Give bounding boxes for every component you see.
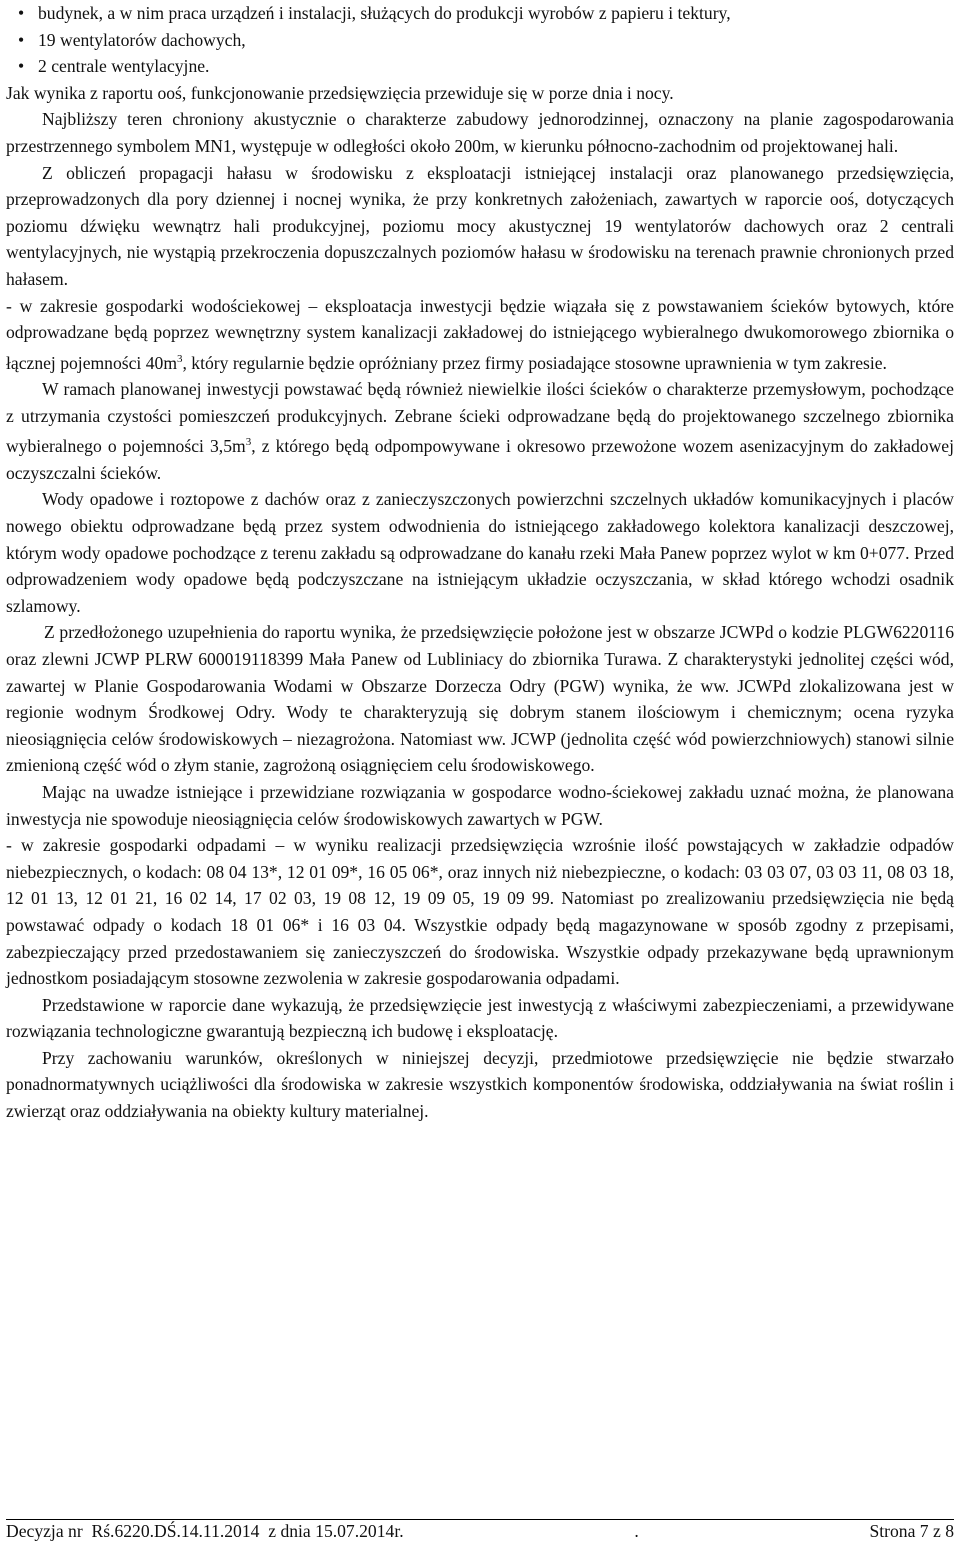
paragraph-conclusion: Przy zachowaniu warunków, określonych w niniejszej decyzji, przedmiotowe przedsięwzięcie nie będzie stwarzało ponadnormatywnych uciążliwości dla środowiska w zakresie wszystkich komponentów środowiska, oddziaływania na świat roślin i zwierząt oraz oddziaływania na obiekty kultury materialnej. [6, 1047, 954, 1122]
water-text-a: - w zakresie gospodarki wodościekowej – eksploatacja inwestycji będzie wiązała się z powstawaniem ścieków bytowych, które odprowadzane będą poprzez wewnętrzny system kanalizacji zakładowej do istniejącego wybieralnego dwukomorowego zbiornika o łącznej pojemności 40m [6, 295, 954, 373]
footer-separator: . [634, 1521, 639, 1541]
paragraph-noise-area: Najbliższy teren chroniony akustycznie o charakterze zabudowy jednorodzinnej, oznaczony na planie zagospodarowania przestrzennego symbolem MN1, występuje w odległości około 200m, w kierunku północno-zachodnim od projektowanej hali. [6, 109, 954, 156]
water-text-b: , który regularnie będzie opróżniany przez firmy posiadające stosowne uprawnienia w tym zakresie. [182, 352, 887, 373]
bullet-list [6, 0, 954, 80]
paragraph-jcwp: Z przedłożonego uzupełnienia do raportu wynika, że przedsięwzięcie położone jest w obszarze JCWPd o kodzie PLGW6220116 oraz zlewni JCWP PLRW 600019118399 Mała Panew od Lubliniacy do zbiornika Turawa. Z charakterystyki jednolitej części wód, zawartej w Planie Gospodarowania Wodami w Obszarze Dorzecza Odry (PGW) wynika, że ww. JCWPd zlokalizowana jest w regionie wodnym Środkowej Odry. Wody te charakteryzują się dobrym stanem ilościowym i chemicznym; ocena ryzyka nieosiągnięcia celów środowiskowych – niezagrożona. Natomiast ww. JCWP (jednolita część wód powierzchniowych) stanowi silnie zmienioną część wód o złym stanie, zagrożoną osiągnięciem celu środowiskowego. [6, 622, 954, 776]
paragraph-industrial-wastewater [6, 376, 954, 486]
paragraph-waste-management: - w zakresie gospodarki odpadami – w wyniku realizacji przedsięwzięcia wzrośnie ilość powstających w zakładzie odpadów niebezpiecznych, o kodach: 08 04 13*, 12 01 09*, 16 05 06*, oraz innych niż niebezpieczne, o kodach: 03 03 07, 03 03 11, 08 03 18, 12 01 13, 12 01 21, 16 02 14, 17 02 03, 19 08 12, 19 09 05, 19 09 99. Natomiast po zrealizowaniu przedsięwzięcia nie będą powstawać odpady o kodach 18 01 06* i 16 03 04. Wszystkie odpady będą magazynowane w sposób zgodny z przepisami, zabezpieczający przed przedostawaniem się zanieczyszczeń do środowiska. Wszystkie odpady przekazywane będą uprawnionym jednostkom posiadającym stosowne zezwolenia w zakresie gospodarowania odpadami. [6, 835, 954, 989]
bullet-item: • budynek, a w nim praca urządzeń i instalacji, służących do produkcji wyrobów z papieru i tektury, [38, 0, 954, 27]
page-footer [6, 1519, 954, 1543]
paragraph-safety: Przedstawione w raporcie dane wykazują, że przedsięwzięcie jest inwestycją z właściwymi zabezpieczeniami, a przewidywane rozwiązania technologiczne gwarantują bezpieczną ich budowę i eksploatację. [6, 994, 954, 1042]
footer-page-number: Strona 7 z 8 [869, 1521, 954, 1541]
superscript: 3 [177, 352, 183, 365]
paragraph-pgw: Mając na uwadze istniejące i przewidziane rozwiązania w gospodarce wodno-ściekowej zakładu uznać można, że planowana inwestycja nie spowoduje nieosiągnięcia celów środowiskowych zawartych w PGW. [6, 781, 954, 829]
superscript: 3 [245, 436, 252, 449]
document-page [6, 0, 954, 1125]
paragraph-noise-calculation: Z obliczeń propagacji hałasu w środowisku z eksploatacji istniejącej instalacji oraz planowanego przedsięwzięcia, przeprowadzonych dla pory dziennej i nocnej wynika, że przy konkretnych założeniach, zawartych w raporcie ooś, dotyczących poziomu dźwięku wewnątrz hali produkcyjnej, poziomu mocy akustycznej 19 wentylatorów dachowych oraz 2 centrali wentylacyjnych, nie wystąpią przekroczenia dopuszczalnych poziomów hałasu w środowisku na terenach prawnie chronionych przed hałasem. [6, 162, 954, 289]
paragraph-rainwater: Wody opadowe i roztopowe z dachów oraz z zanieczyszczonych powierzchni szczelnych układów komunikacyjnych i placów nowego obiektu odprowadzane będą przez system odwodnienia do istniejącego zakładowego kolektora kanalizacji deszczowej, którym wody opadowe pochodzące z terenu zakładu są odprowadzane do kanału rzeki Mała Panew poprzez wylot w km 0+077. Przed odprowadzeniem wody opadowe będą podczyszczane na istniejącym układzie oczyszczania, w skład którego wchodzi osadnik szlamowy. [6, 489, 954, 616]
paragraph-water-management [6, 293, 954, 377]
industrial-text-a: W ramach planowanej inwestycji powstawać będą również niewielkie ilości ścieków o charakterze przemysłowym, pochodzące z utrzymania czystości pomieszczeń produkcyjnych. Zebrane ścieki odprowadzane będą do projektowanego szczelnego zbiornika wybieralnego o pojemności 3,5m [6, 379, 954, 457]
bullet-item: • 19 wentylatorów dachowych, [38, 27, 954, 54]
paragraph-intro: Jak wynika z raportu ooś, funkcjonowanie przedsięwzięcia przewiduje się w porze dnia i nocy. [6, 82, 674, 103]
industrial-text-b: , z którego będą odpompowywane i okresowo przewożone wozem asenizacyjnym do zakładowej oczyszczalni ścieków. [6, 436, 954, 483]
footer-decision-ref: Decyzja nr Rś.6220.DŚ.14.11.2014 z dnia 15.07.2014r. [6, 1521, 404, 1541]
bullet-item: • 2 centrale wentylacyjne. [38, 53, 954, 80]
